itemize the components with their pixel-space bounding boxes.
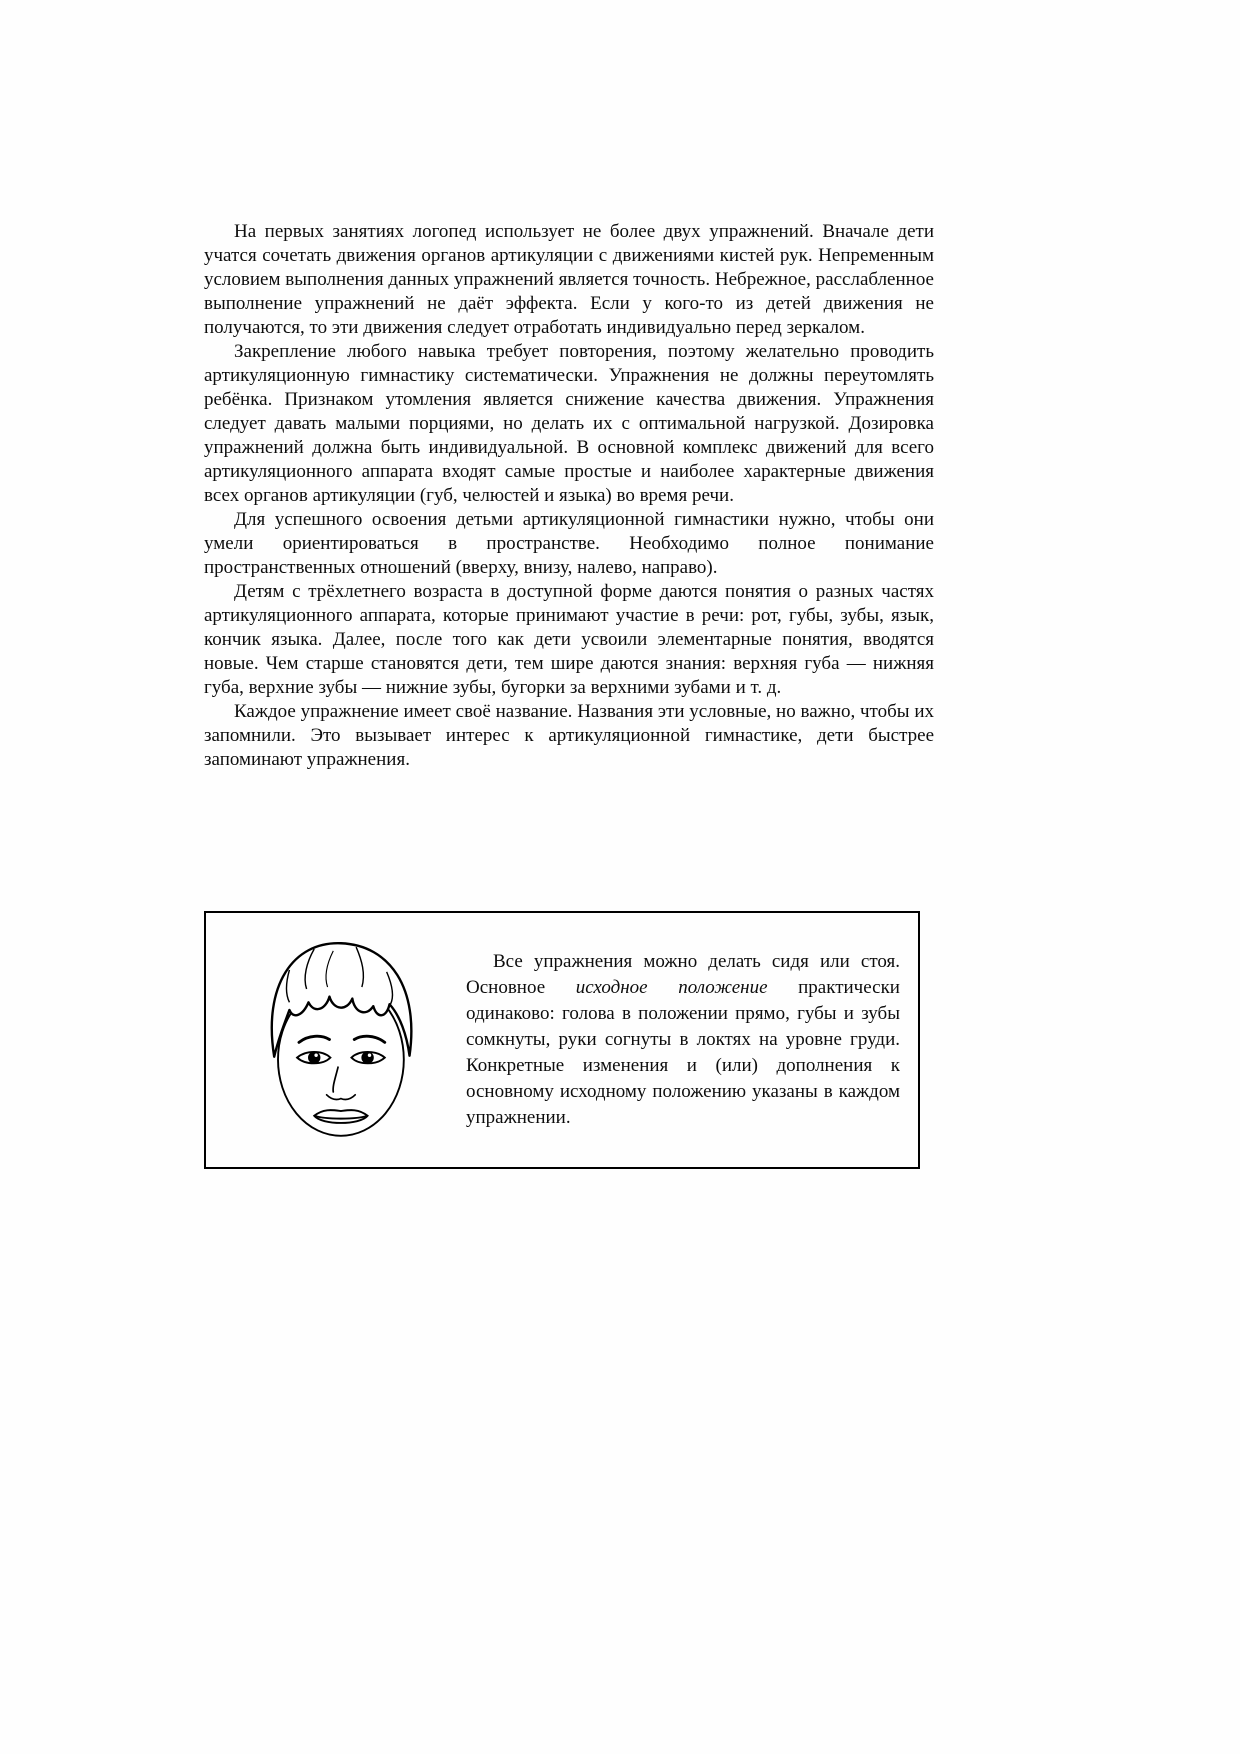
box-paragraph xyxy=(466,949,900,1131)
paragraph-4: Детям с трёхлетнего возраста в доступной форме даются понятия о разных частях артикуляционного аппарата, которые принимают участие в речи: рот, губы, зубы, язык, кончик языка. Далее, после того как дети усвоили элементарные понятия, вводятся новые. Чем старше становятся дети, тем шире даются знания: верхняя губа — нижняя губа, верхние зубы — нижние зубы, бугорки за верхними зубами и т. д. xyxy=(204,581,934,698)
box-text-part1: Все упражнения можно делать сидя или стоя. Основное xyxy=(466,951,900,998)
info-box xyxy=(204,911,920,1169)
paragraph-5: Каждое упражнение имеет своё название. Названия эти условные, но важно, чтобы их запомнили. Это вызывает интерес к артикуляционной гимнастике, дети быстрее запоминают упражнения. xyxy=(204,701,934,770)
child-face-icon xyxy=(230,928,448,1152)
paragraph-1: На первых занятиях логопед использует не более двух упражнений. Вначале дети учатся сочетать движения органов артикуляции с движениями кистей рук. Непременным условием выполнения данных упражнений является точность. Небрежное, расслабленное выполнение упражнений не даёт эффекта. Если у кого-то из детей движения не получаются, то эти движения следует отработать индивидуально перед зеркалом. xyxy=(204,221,934,338)
paragraph-3: Для успешного освоения детьми артикуляционной гимнастики нужно, чтобы они умели ориентироваться в пространстве. Необходимо полное понимание пространственных отношений (вверху, внизу, налево, направо). xyxy=(204,509,934,578)
body-text-column xyxy=(204,220,934,772)
box-text-part2: практически одинаково: голова в положении прямо, губы и зубы сомкнуты, руки согнуты в локтях на уровне груди. Конкретные изменения и (или) дополнения к основному исходному положению указаны в каждом упражнении. xyxy=(466,977,900,1128)
paragraph-2: Закрепление любого навыка требует повторения, поэтому желательно проводить артикуляционную гимнастику систематически. Упражнения не должны переутомлять ребёнка. Признаком утомления является снижение качества движения. Упражнения следует давать малыми порциями, но делать их с оптимальной нагрузкой. Дозировка упражнений должна быть индивидуальной. В основной комплекс движений для всего артикуляционного аппарата входят самые простые и наиболее характерные движения всех органов артикуляции (губ, челюстей и языка) во время речи. xyxy=(204,341,934,506)
box-text-italic: исходное положение xyxy=(575,977,768,998)
child-face-illustration xyxy=(228,928,450,1152)
